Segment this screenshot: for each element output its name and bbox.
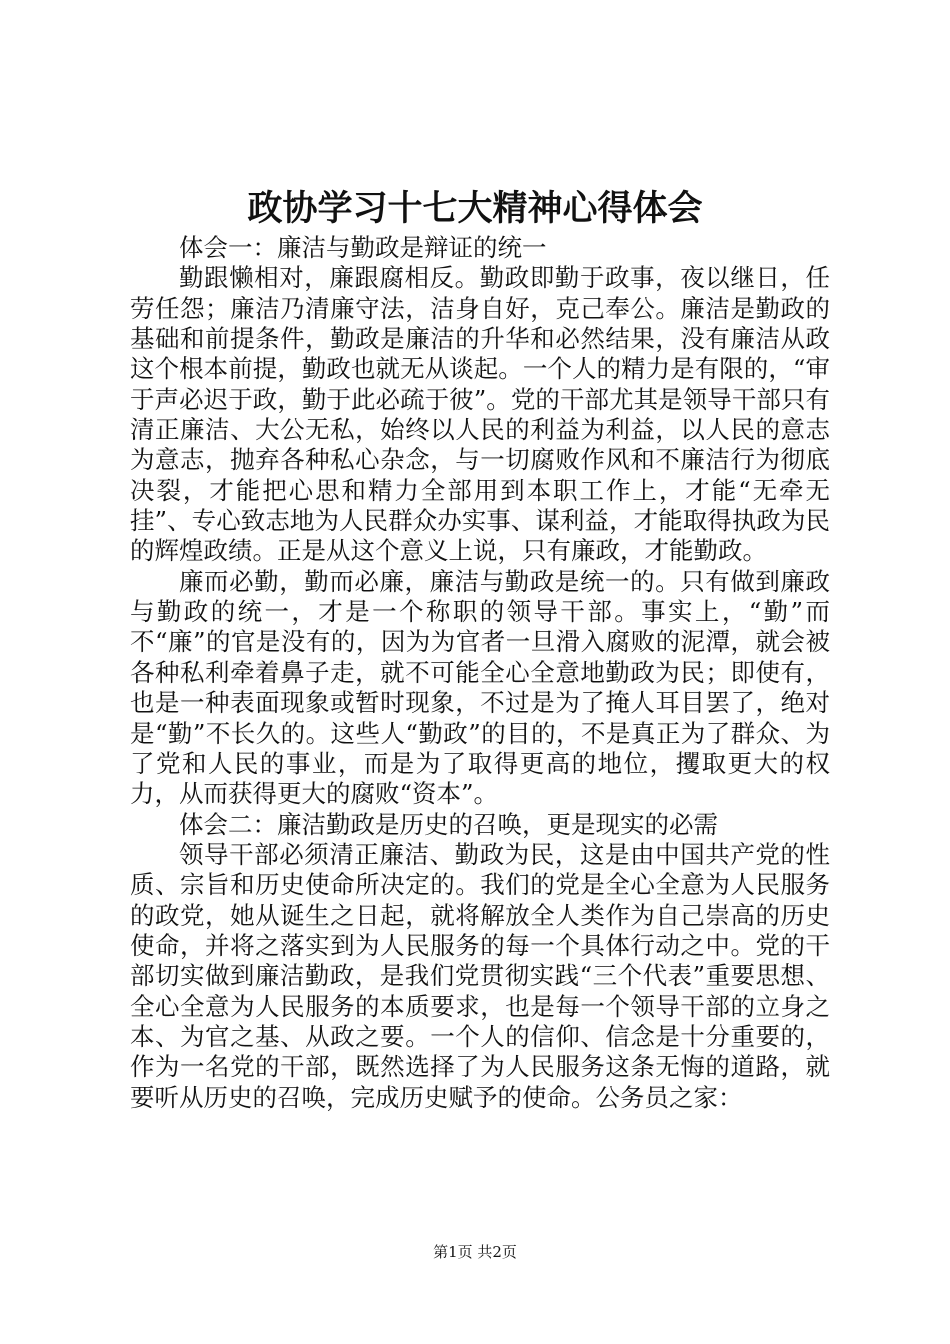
- paragraph-1: 勤跟懒相对，廉跟腐相反。勤政即勤于政事，夜以继日，任劳任怨；廉洁乃清廉守法，洁身自好，克己奉公。廉洁是勤政的基础和前提条件，勤政是廉洁的升华和必然结果，没有廉洁从政这个根本前提，勤政也就无从谈起。一个人的精力是有限的，“审于声必迟于政，勤于此必疏于彼”。党的干部尤其是领导干部只有清正廉洁、大公无私，始终以人民的利益为利益，以人民的意志为意志，抛弃各种私心杂念，与一切腐败作风和不廉洁行为彻底决裂，才能把心思和精力全部用到本职工作上，才能“无牵无挂”、专心致志地为人民群众办实事、谋利益，才能取得执政为民的辉煌政绩。正是从这个意义上说，只有廉政，才能勤政。: [130, 263, 830, 566]
- paragraph-2: 廉而必勤，勤而必廉，廉洁与勤政是统一的。只有做到廉政与勤政的统一，才是一个称职的领导干部。事实上，“勤”而不“廉”的官是没有的，因为为官者一旦滑入腐败的泥潭，就会被各种私利牵着鼻子走，就不可能全心全意地勤政为民；即使有，也是一种表面现象或暂时现象，不过是为了掩人耳目罢了，绝对是“勤”不长久的。这些人“勤政”的目的，不是真正为了群众、为了党和人民的事业，而是为了取得更高的地位，攫取更大的权力，从而获得更大的腐败“资本”。: [130, 566, 830, 809]
- document-body: [130, 233, 830, 1113]
- page-number-footer: 第1页 共2页: [433, 1243, 517, 1261]
- section-heading-2: 体会二：廉洁勤政是历史的召唤，更是现实的必需: [179, 809, 718, 839]
- paragraph-3: 领导干部必须清正廉洁、勤政为民，这是由中国共产党的性质、宗旨和历史使命所决定的。我们的党是全心全意为人民服务的政党，她从诞生之日起，就将解放全人类作为自己崇高的历史使命，并将之落实到为人民服务的每一个具体行动之中。党的干部切实做到廉洁勤政，是我们党贯彻实践“三个代表”重要思想、全心全意为人民服务的本质要求，也是每一个领导干部的立身之本、为官之基、从政之要。一个人的信仰、信念是十分重要的，作为一名党的干部，既然选择了为人民服务这条无悔的道路，就要听从历史的召唤，完成历史赋予的使命。公务员之家：: [130, 839, 830, 1112]
- document-title: 政协学习十七大精神心得体会: [247, 189, 703, 229]
- section-heading-1: 体会一：廉洁与勤政是辩证的统一: [179, 233, 547, 262]
